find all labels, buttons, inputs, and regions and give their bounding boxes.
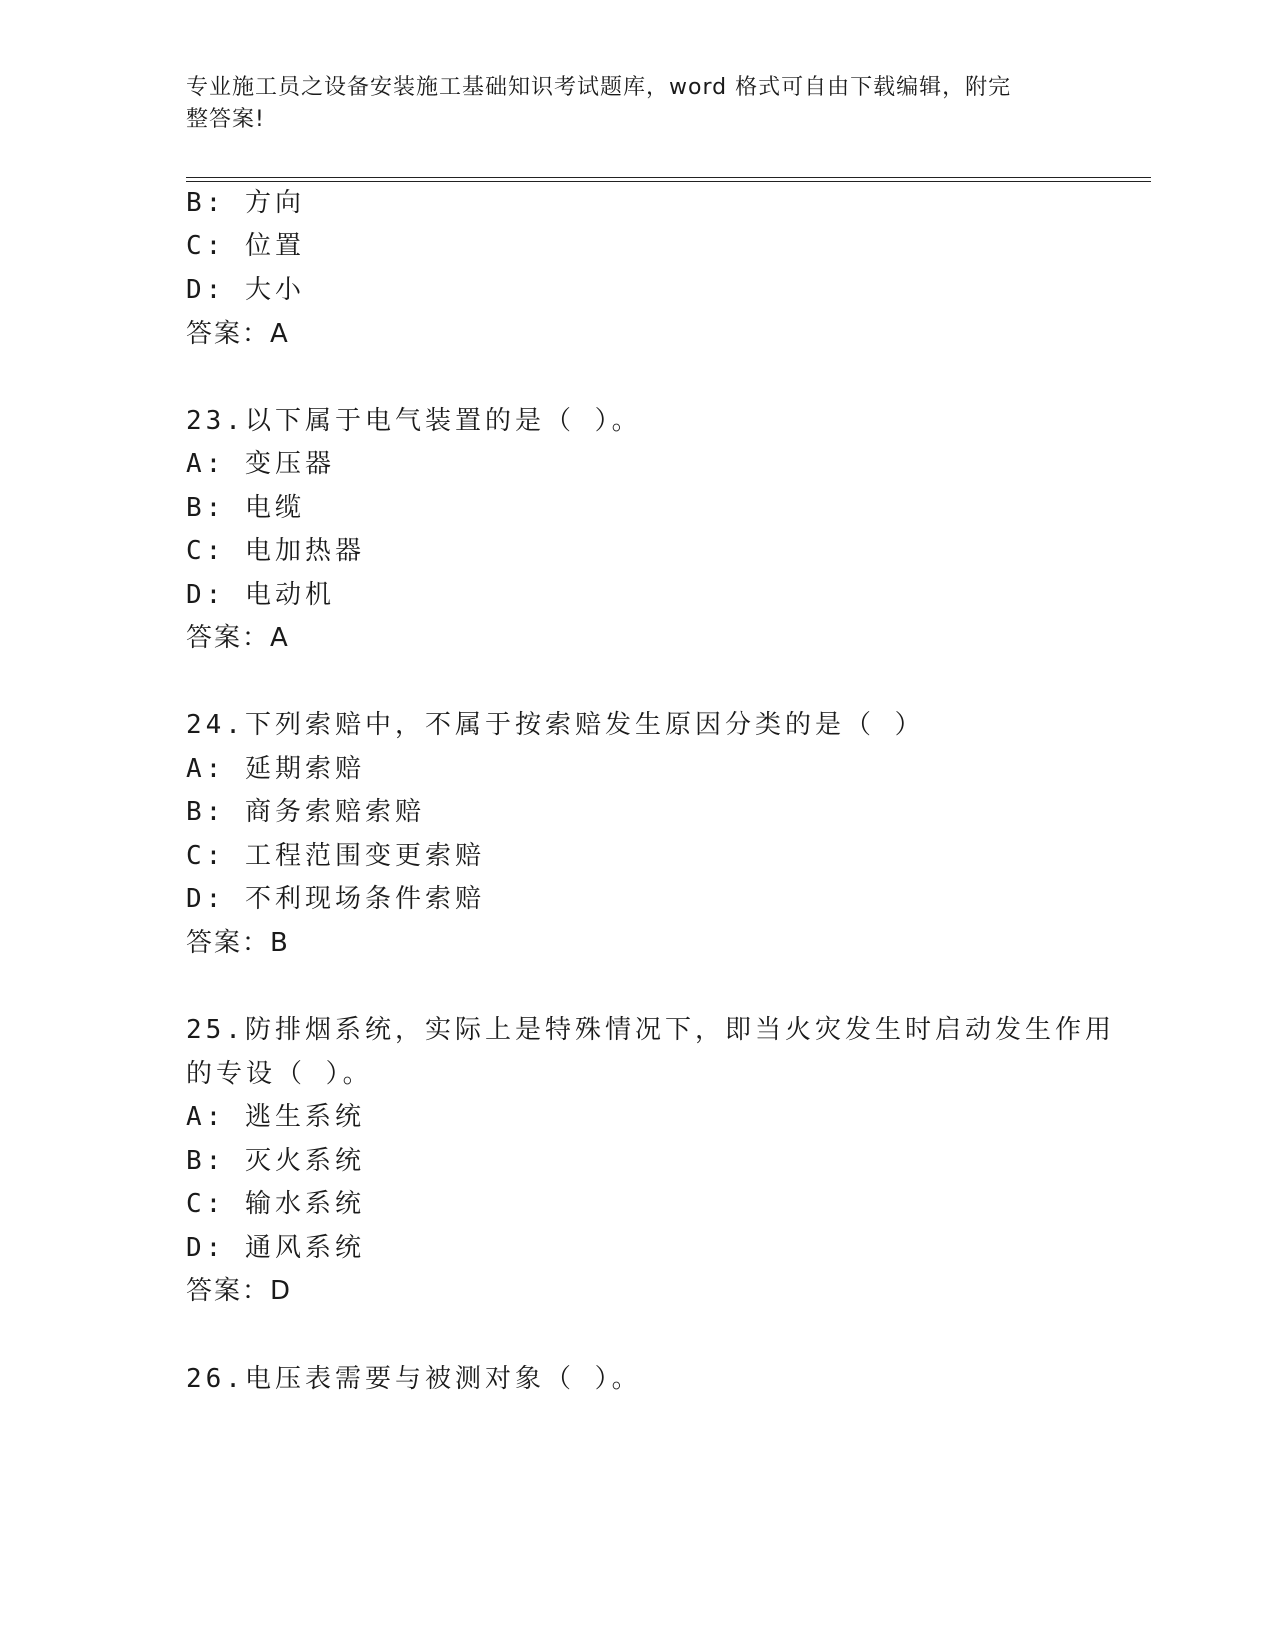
q23-option-c: C: 电加热器 — [186, 536, 365, 566]
q25-stem-line-2: 的专设（ ）。 — [186, 1059, 373, 1089]
q24-answer: 答案：B — [186, 928, 290, 958]
header-rule-bottom — [186, 181, 1151, 182]
q24-stem: 24.下列索赔中，不属于按索赔发生原因分类的是（ ） — [186, 710, 925, 740]
q22-option-d: D: 大小 — [186, 275, 305, 305]
q23-option-d: D: 电动机 — [186, 580, 335, 610]
q24-option-a: A: 延期索赔 — [186, 754, 365, 784]
document-header — [186, 72, 1066, 136]
q24-option-d: D: 不利现场条件索赔 — [186, 884, 485, 914]
q23-answer: 答案：A — [186, 623, 290, 653]
q24-option-c: C: 工程范围变更索赔 — [186, 841, 485, 871]
header-line-2: 整答案! — [186, 107, 265, 132]
q25-option-a: A: 逃生系统 — [186, 1102, 365, 1132]
q22-option-c: C: 位置 — [186, 231, 305, 261]
q22-option-b: B: 方向 — [186, 188, 305, 218]
q25-option-b: B: 灭火系统 — [186, 1146, 365, 1176]
header-rule-top — [186, 177, 1151, 178]
q25-option-c: C: 输水系统 — [186, 1189, 365, 1219]
q25-answer: 答案：D — [186, 1276, 293, 1306]
q23-stem: 23.以下属于电气装置的是（ ）。 — [186, 406, 642, 436]
q25-stem-line-1: 25.防排烟系统，实际上是特殊情况下，即当火灾发生时启动发生作用 — [186, 1015, 1115, 1045]
q23-option-a: A: 变压器 — [186, 449, 335, 479]
q22-answer: 答案：A — [186, 319, 290, 349]
q26-stem: 26.电压表需要与被测对象（ ）。 — [186, 1364, 642, 1394]
q24-option-b: B: 商务索赔索赔 — [186, 797, 425, 827]
header-line-1: 专业施工员之设备安装施工基础知识考试题库，word 格式可自由下载编辑，附完 — [186, 75, 1012, 100]
q25-option-d: D: 通风系统 — [186, 1233, 365, 1263]
q23-option-b: B: 电缆 — [186, 493, 305, 523]
